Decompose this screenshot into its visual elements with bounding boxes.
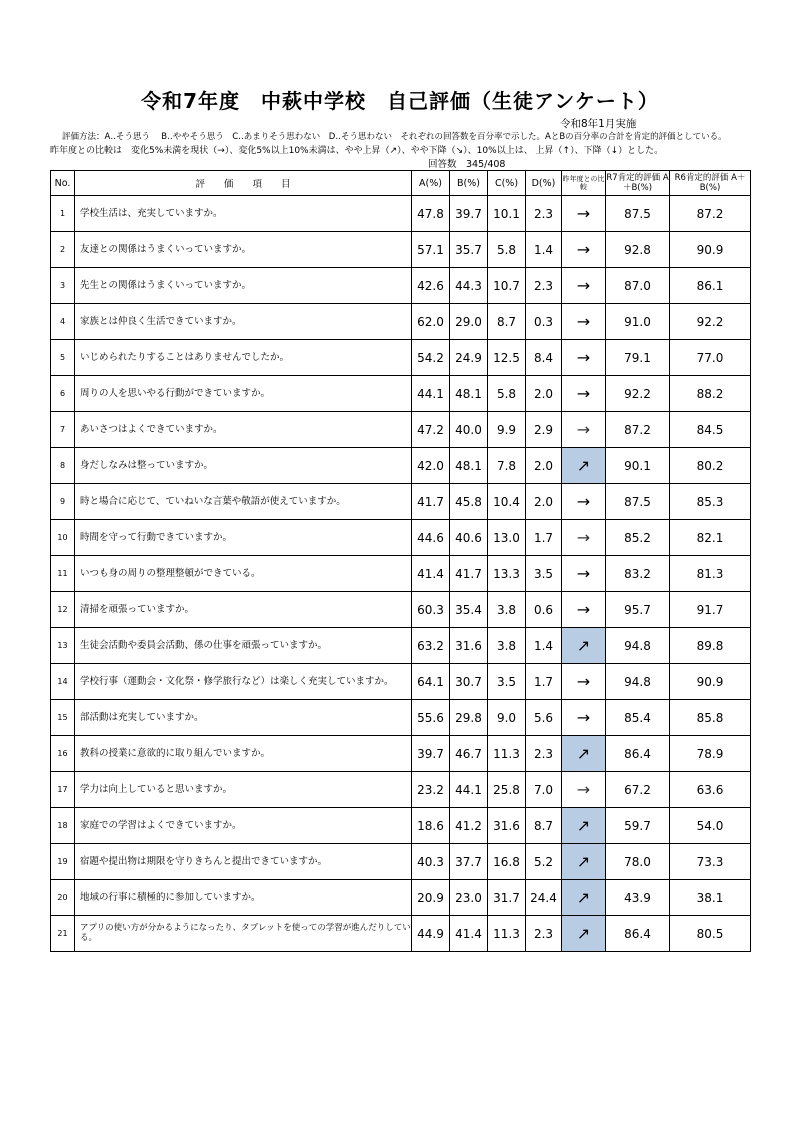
row-a: 60.3 (412, 592, 450, 628)
table-row (51, 412, 751, 448)
row-no: 4 (51, 304, 75, 340)
row-item: 家族とは仲良く生活できていますか。 (75, 304, 412, 340)
row-no: 12 (51, 592, 75, 628)
row-trend: ↗ (562, 808, 606, 844)
row-d: 2.3 (526, 268, 562, 304)
row-r6: 87.2 (670, 196, 751, 232)
page-title: 令和7年度 中萩中学校 自己評価（生徒アンケート） (141, 89, 659, 113)
comparison-method-note: 昨年度との比較は 変化5%未満を現状（→）、変化5%以上10%未満は、やや上昇（↗）、やや下降（↘）、10%以上は、 上昇（↑）、下降（↓）とした。 (50, 146, 664, 156)
row-no: 1 (51, 196, 75, 232)
header-d: D(%) (526, 171, 562, 196)
row-trend: → (562, 664, 606, 700)
row-r7: 87.5 (606, 196, 670, 232)
row-trend: → (562, 772, 606, 808)
row-r6: 85.8 (670, 700, 751, 736)
row-c: 31.7 (488, 880, 526, 916)
row-trend: → (562, 268, 606, 304)
row-item: 教科の授業に意欲的に取り組んでいますか。 (75, 736, 412, 772)
table-row (51, 628, 751, 664)
row-trend: → (562, 412, 606, 448)
row-c: 12.5 (488, 340, 526, 376)
row-trend: → (562, 376, 606, 412)
table-row (51, 916, 751, 952)
row-no: 18 (51, 808, 75, 844)
row-b: 44.3 (450, 268, 488, 304)
row-r7: 92.2 (606, 376, 670, 412)
evaluation-method-note: 評価方法：A‥そう思う B‥ややそう思う C‥あまりそう思わない D‥そう思わない それぞれの回答数を百分率で示した。AとBの百分率の合計を肯定的評価としている。 (62, 132, 727, 142)
row-d: 1.7 (526, 520, 562, 556)
row-trend: → (562, 592, 606, 628)
row-trend: → (562, 340, 606, 376)
row-b: 37.7 (450, 844, 488, 880)
table-row (51, 556, 751, 592)
survey-results-table (50, 170, 751, 952)
row-c: 11.3 (488, 916, 526, 952)
row-b: 29.0 (450, 304, 488, 340)
table-row (51, 376, 751, 412)
row-r7: 67.2 (606, 772, 670, 808)
row-r6: 92.2 (670, 304, 751, 340)
row-no: 5 (51, 340, 75, 376)
row-no: 17 (51, 772, 75, 808)
row-d: 24.4 (526, 880, 562, 916)
row-c: 25.8 (488, 772, 526, 808)
row-a: 62.0 (412, 304, 450, 340)
header-r7: R7肯定的評価 A＋B(%) (606, 171, 670, 196)
row-r7: 86.4 (606, 916, 670, 952)
row-b: 23.0 (450, 880, 488, 916)
table-row (51, 304, 751, 340)
row-d: 3.5 (526, 556, 562, 592)
row-item: 学校行事（運動会・文化祭・修学旅行など）は楽しく充実していますか。 (75, 664, 412, 700)
row-trend: ↗ (562, 628, 606, 664)
row-b: 24.9 (450, 340, 488, 376)
row-d: 2.0 (526, 376, 562, 412)
row-item: 身だしなみは整っていますか。 (75, 448, 412, 484)
row-r6: 63.6 (670, 772, 751, 808)
row-d: 1.4 (526, 232, 562, 268)
row-r7: 83.2 (606, 556, 670, 592)
row-no: 15 (51, 700, 75, 736)
row-item: 家庭での学習はよくできていますか。 (75, 808, 412, 844)
row-r6: 78.9 (670, 736, 751, 772)
row-d: 2.3 (526, 196, 562, 232)
row-c: 10.4 (488, 484, 526, 520)
row-no: 11 (51, 556, 75, 592)
row-d: 0.6 (526, 592, 562, 628)
row-a: 63.2 (412, 628, 450, 664)
row-no: 21 (51, 916, 75, 952)
row-a: 41.7 (412, 484, 450, 520)
row-r6: 81.3 (670, 556, 751, 592)
row-r7: 43.9 (606, 880, 670, 916)
row-d: 5.6 (526, 700, 562, 736)
row-a: 18.6 (412, 808, 450, 844)
row-b: 39.7 (450, 196, 488, 232)
row-trend: → (562, 700, 606, 736)
row-no: 16 (51, 736, 75, 772)
row-r7: 90.1 (606, 448, 670, 484)
row-a: 39.7 (412, 736, 450, 772)
row-no: 10 (51, 520, 75, 556)
row-r6: 84.5 (670, 412, 751, 448)
row-a: 47.8 (412, 196, 450, 232)
row-a: 64.1 (412, 664, 450, 700)
row-item: 宿題や提出物は期限を守りきちんと提出できていますか。 (75, 844, 412, 880)
row-r6: 73.3 (670, 844, 751, 880)
row-trend: ↗ (562, 880, 606, 916)
row-no: 13 (51, 628, 75, 664)
row-item: 周りの人を思いやる行動ができていますか。 (75, 376, 412, 412)
row-b: 44.1 (450, 772, 488, 808)
row-b: 30.7 (450, 664, 488, 700)
row-r7: 78.0 (606, 844, 670, 880)
row-d: 1.4 (526, 628, 562, 664)
row-a: 40.3 (412, 844, 450, 880)
row-r7: 87.5 (606, 484, 670, 520)
header-no: No. (51, 171, 75, 196)
row-d: 7.0 (526, 772, 562, 808)
row-d: 8.7 (526, 808, 562, 844)
row-no: 2 (51, 232, 75, 268)
table-header-row (51, 171, 751, 196)
row-b: 35.7 (450, 232, 488, 268)
row-d: 2.9 (526, 412, 562, 448)
row-b: 41.7 (450, 556, 488, 592)
row-r6: 77.0 (670, 340, 751, 376)
table-row (51, 268, 751, 304)
row-trend: → (562, 232, 606, 268)
header-trend: 昨年度との比較 (562, 171, 606, 196)
row-trend: ↗ (562, 844, 606, 880)
row-item: 友達との関係はうまくいっていますか。 (75, 232, 412, 268)
row-r7: 92.8 (606, 232, 670, 268)
table-row (51, 664, 751, 700)
row-d: 5.2 (526, 844, 562, 880)
row-item: 地域の行事に積極的に参加していますか。 (75, 880, 412, 916)
row-b: 46.7 (450, 736, 488, 772)
row-b: 40.0 (450, 412, 488, 448)
row-a: 44.1 (412, 376, 450, 412)
row-d: 0.3 (526, 304, 562, 340)
row-r6: 86.1 (670, 268, 751, 304)
row-item: 学校生活は、充実していますか。 (75, 196, 412, 232)
row-r6: 82.1 (670, 520, 751, 556)
row-trend: ↗ (562, 736, 606, 772)
row-b: 31.6 (450, 628, 488, 664)
table-row (51, 520, 751, 556)
row-b: 41.4 (450, 916, 488, 952)
row-a: 42.6 (412, 268, 450, 304)
row-trend: → (562, 520, 606, 556)
table-row (51, 232, 751, 268)
row-c: 5.8 (488, 376, 526, 412)
header-item: 評 価 項 目 (75, 171, 412, 196)
row-no: 8 (51, 448, 75, 484)
table-row (51, 736, 751, 772)
row-r6: 90.9 (670, 232, 751, 268)
row-r7: 85.2 (606, 520, 670, 556)
row-r6: 90.9 (670, 664, 751, 700)
row-a: 54.2 (412, 340, 450, 376)
row-b: 48.1 (450, 376, 488, 412)
row-c: 3.8 (488, 628, 526, 664)
row-a: 57.1 (412, 232, 450, 268)
table-row (51, 196, 751, 232)
row-c: 7.8 (488, 448, 526, 484)
row-item: アプリの使い方が分かるようになったり、タブレットを使っての学習が進んだりしている。 (75, 916, 412, 952)
row-no: 14 (51, 664, 75, 700)
row-r6: 88.2 (670, 376, 751, 412)
row-r6: 85.3 (670, 484, 751, 520)
row-d: 2.3 (526, 736, 562, 772)
row-item: 時間を守って行動できていますか。 (75, 520, 412, 556)
row-r6: 80.5 (670, 916, 751, 952)
row-no: 19 (51, 844, 75, 880)
row-r7: 91.0 (606, 304, 670, 340)
row-r7: 95.7 (606, 592, 670, 628)
table-row (51, 772, 751, 808)
row-item: 清掃を頑張っていますか。 (75, 592, 412, 628)
row-trend: → (562, 304, 606, 340)
header-r6: R6肯定的評価 A＋B(%) (670, 171, 751, 196)
row-trend: ↗ (562, 448, 606, 484)
header-c: C(%) (488, 171, 526, 196)
row-no: 7 (51, 412, 75, 448)
row-r7: 87.2 (606, 412, 670, 448)
row-b: 40.6 (450, 520, 488, 556)
row-c: 8.7 (488, 304, 526, 340)
row-r7: 94.8 (606, 628, 670, 664)
row-b: 48.1 (450, 448, 488, 484)
table-row (51, 880, 751, 916)
row-r7: 59.7 (606, 808, 670, 844)
row-trend: → (562, 196, 606, 232)
row-b: 45.8 (450, 484, 488, 520)
row-c: 5.8 (488, 232, 526, 268)
row-trend: → (562, 556, 606, 592)
row-a: 41.4 (412, 556, 450, 592)
row-a: 23.2 (412, 772, 450, 808)
row-r6: 80.2 (670, 448, 751, 484)
row-d: 1.7 (526, 664, 562, 700)
row-c: 11.3 (488, 736, 526, 772)
row-b: 29.8 (450, 700, 488, 736)
row-c: 3.8 (488, 592, 526, 628)
row-r7: 87.0 (606, 268, 670, 304)
row-r6: 91.7 (670, 592, 751, 628)
row-c: 10.1 (488, 196, 526, 232)
row-d: 2.0 (526, 448, 562, 484)
row-a: 42.0 (412, 448, 450, 484)
row-item: 先生との関係はうまくいっていますか。 (75, 268, 412, 304)
table-body (51, 196, 751, 952)
row-r7: 79.1 (606, 340, 670, 376)
row-no: 3 (51, 268, 75, 304)
row-c: 13.3 (488, 556, 526, 592)
row-a: 55.6 (412, 700, 450, 736)
row-item: いじめられたりすることはありませんでしたか。 (75, 340, 412, 376)
row-c: 16.8 (488, 844, 526, 880)
row-c: 10.7 (488, 268, 526, 304)
row-a: 47.2 (412, 412, 450, 448)
row-c: 31.6 (488, 808, 526, 844)
row-trend: ↗ (562, 916, 606, 952)
row-d: 2.3 (526, 916, 562, 952)
row-no: 20 (51, 880, 75, 916)
row-r6: 54.0 (670, 808, 751, 844)
table-row (51, 844, 751, 880)
row-r7: 86.4 (606, 736, 670, 772)
row-a: 20.9 (412, 880, 450, 916)
row-item: 時と場合に応じて、ていねいな言葉や敬語が使えていますか。 (75, 484, 412, 520)
row-b: 35.4 (450, 592, 488, 628)
row-item: 部活動は充実していますか。 (75, 700, 412, 736)
response-count: 回答数 345/408 (428, 159, 506, 170)
survey-date: 令和8年1月実施 (560, 118, 637, 130)
row-trend: → (562, 484, 606, 520)
row-no: 6 (51, 376, 75, 412)
header-b: B(%) (450, 171, 488, 196)
row-item: あいさつはよくできていますか。 (75, 412, 412, 448)
row-no: 9 (51, 484, 75, 520)
row-c: 3.5 (488, 664, 526, 700)
row-c: 9.0 (488, 700, 526, 736)
row-item: 学力は向上していると思いますか。 (75, 772, 412, 808)
header-a: A(%) (412, 171, 450, 196)
row-item: 生徒会活動や委員会活動、係の仕事を頑張っていますか。 (75, 628, 412, 664)
row-c: 13.0 (488, 520, 526, 556)
row-a: 44.9 (412, 916, 450, 952)
row-c: 9.9 (488, 412, 526, 448)
table-row (51, 808, 751, 844)
table-row (51, 592, 751, 628)
table-row (51, 448, 751, 484)
row-r6: 38.1 (670, 880, 751, 916)
row-d: 8.4 (526, 340, 562, 376)
row-r6: 89.8 (670, 628, 751, 664)
table-row (51, 700, 751, 736)
table-row (51, 340, 751, 376)
row-a: 44.6 (412, 520, 450, 556)
row-d: 2.0 (526, 484, 562, 520)
table-row (51, 484, 751, 520)
row-item: いつも身の周りの整理整頓ができている。 (75, 556, 412, 592)
row-r7: 85.4 (606, 700, 670, 736)
row-b: 41.2 (450, 808, 488, 844)
row-r7: 94.8 (606, 664, 670, 700)
